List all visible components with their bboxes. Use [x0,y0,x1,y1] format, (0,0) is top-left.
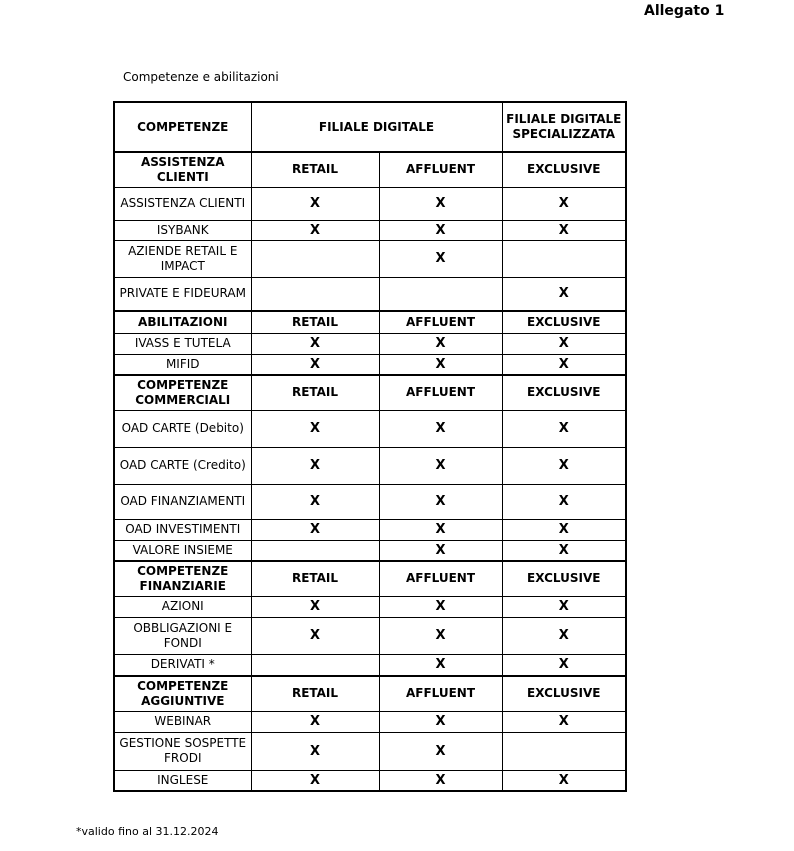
table-row [114,447,626,484]
check-mark-cell: X [379,220,502,240]
row-label: ISYBANK [114,220,251,240]
section-title: ABILITAZIONI [114,311,251,333]
check-mark-cell: X [251,447,379,484]
row-label: OAD FINANZIAMENTI [114,484,251,519]
table-row [114,484,626,519]
check-mark-cell: X [251,596,379,617]
check-mark-cell [502,732,626,770]
section-column-header: EXCLUSIVE [502,561,626,596]
check-mark-cell: X [379,732,502,770]
table-row [114,732,626,770]
table-row [114,654,626,676]
check-mark-cell: X [502,484,626,519]
table-row [114,596,626,617]
row-label: WEBINAR [114,711,251,732]
table-row [114,519,626,540]
section-column-header: AFFLUENT [379,152,502,187]
table-row [114,770,626,791]
row-label: OAD CARTE (Debito) [114,410,251,447]
check-mark-cell: X [502,519,626,540]
section-title: ASSISTENZA CLIENTI [114,152,251,187]
check-mark-cell: X [502,354,626,375]
page-subtitle: Competenze e abilitazioni [123,70,279,84]
check-mark-cell: X [251,519,379,540]
check-mark-cell [251,540,379,561]
check-mark-cell: X [251,770,379,791]
competences-table [113,101,627,792]
row-label: VALORE INSIEME [114,540,251,561]
row-label: INGLESE [114,770,251,791]
header-filiale-specializzata: FILIALE DIGITALE SPECIALIZZATA [502,102,626,152]
check-mark-cell: X [379,596,502,617]
section-column-header: AFFLUENT [379,676,502,711]
check-mark-cell: X [502,277,626,311]
section-title: COMPETENZE FINANZIARIE [114,561,251,596]
section-title: COMPETENZE AGGIUNTIVE [114,676,251,711]
section-column-header: AFFLUENT [379,561,502,596]
check-mark-cell: X [379,711,502,732]
section-header-row [114,561,626,596]
check-mark-cell: X [379,770,502,791]
check-mark-cell: X [502,711,626,732]
table-row [114,354,626,375]
table-row [114,410,626,447]
row-label: IVASS E TUTELA [114,333,251,354]
section-column-header: RETAIL [251,561,379,596]
check-mark-cell: X [379,654,502,676]
section-column-header: AFFLUENT [379,311,502,333]
check-mark-cell: X [379,519,502,540]
check-mark-cell: X [379,240,502,277]
check-mark-cell: X [379,410,502,447]
row-label: MIFID [114,354,251,375]
check-mark-cell: X [502,596,626,617]
table-row [114,540,626,561]
section-header-row [114,152,626,187]
section-column-header: EXCLUSIVE [502,375,626,410]
check-mark-cell: X [251,187,379,220]
table-row [114,240,626,277]
table-row [114,711,626,732]
check-mark-cell: X [502,187,626,220]
section-column-header: AFFLUENT [379,375,502,410]
check-mark-cell: X [251,220,379,240]
check-mark-cell: X [379,484,502,519]
footnote: *valido fino al 31.12.2024 [76,825,219,838]
row-label: PRIVATE E FIDEURAM [114,277,251,311]
check-mark-cell: X [379,447,502,484]
row-label: GESTIONE SOSPETTE FRODI [114,732,251,770]
check-mark-cell [502,240,626,277]
row-label: OBBLIGAZIONI E FONDI [114,617,251,654]
check-mark-cell: X [251,617,379,654]
check-mark-cell: X [251,732,379,770]
section-column-header: RETAIL [251,676,379,711]
section-header-row [114,375,626,410]
row-label: OAD INVESTIMENTI [114,519,251,540]
check-mark-cell [251,240,379,277]
row-label: ASSISTENZA CLIENTI [114,187,251,220]
section-column-header: EXCLUSIVE [502,311,626,333]
table-row [114,220,626,240]
check-mark-cell: X [502,654,626,676]
check-mark-cell: X [502,410,626,447]
check-mark-cell: X [502,617,626,654]
check-mark-cell: X [379,540,502,561]
row-label: AZIENDE RETAIL E IMPACT [114,240,251,277]
check-mark-cell: X [502,770,626,791]
section-column-header: RETAIL [251,152,379,187]
header-filiale-digitale: FILIALE DIGITALE [251,102,502,152]
check-mark-cell: X [379,617,502,654]
check-mark-cell: X [502,333,626,354]
check-mark-cell: X [251,333,379,354]
table-row [114,617,626,654]
section-header-row [114,676,626,711]
check-mark-cell: X [379,333,502,354]
check-mark-cell [251,277,379,311]
check-mark-cell: X [251,711,379,732]
row-label: AZIONI [114,596,251,617]
check-mark-cell: X [251,354,379,375]
section-header-row [114,311,626,333]
check-mark-cell [251,654,379,676]
header-competenze: COMPETENZE [114,102,251,152]
section-column-header: RETAIL [251,311,379,333]
table-header-row [114,102,626,152]
row-label: DERIVATI * [114,654,251,676]
section-column-header: RETAIL [251,375,379,410]
table-row [114,333,626,354]
section-column-header: EXCLUSIVE [502,152,626,187]
table-row [114,187,626,220]
check-mark-cell: X [502,220,626,240]
check-mark-cell [379,277,502,311]
section-column-header: EXCLUSIVE [502,676,626,711]
check-mark-cell: X [502,447,626,484]
check-mark-cell: X [251,410,379,447]
check-mark-cell: X [379,187,502,220]
check-mark-cell: X [379,354,502,375]
check-mark-cell: X [502,540,626,561]
attachment-label: Allegato 1 [644,3,725,19]
table-row [114,277,626,311]
section-title: COMPETENZE COMMERCIALI [114,375,251,410]
check-mark-cell: X [251,484,379,519]
row-label: OAD CARTE (Credito) [114,447,251,484]
